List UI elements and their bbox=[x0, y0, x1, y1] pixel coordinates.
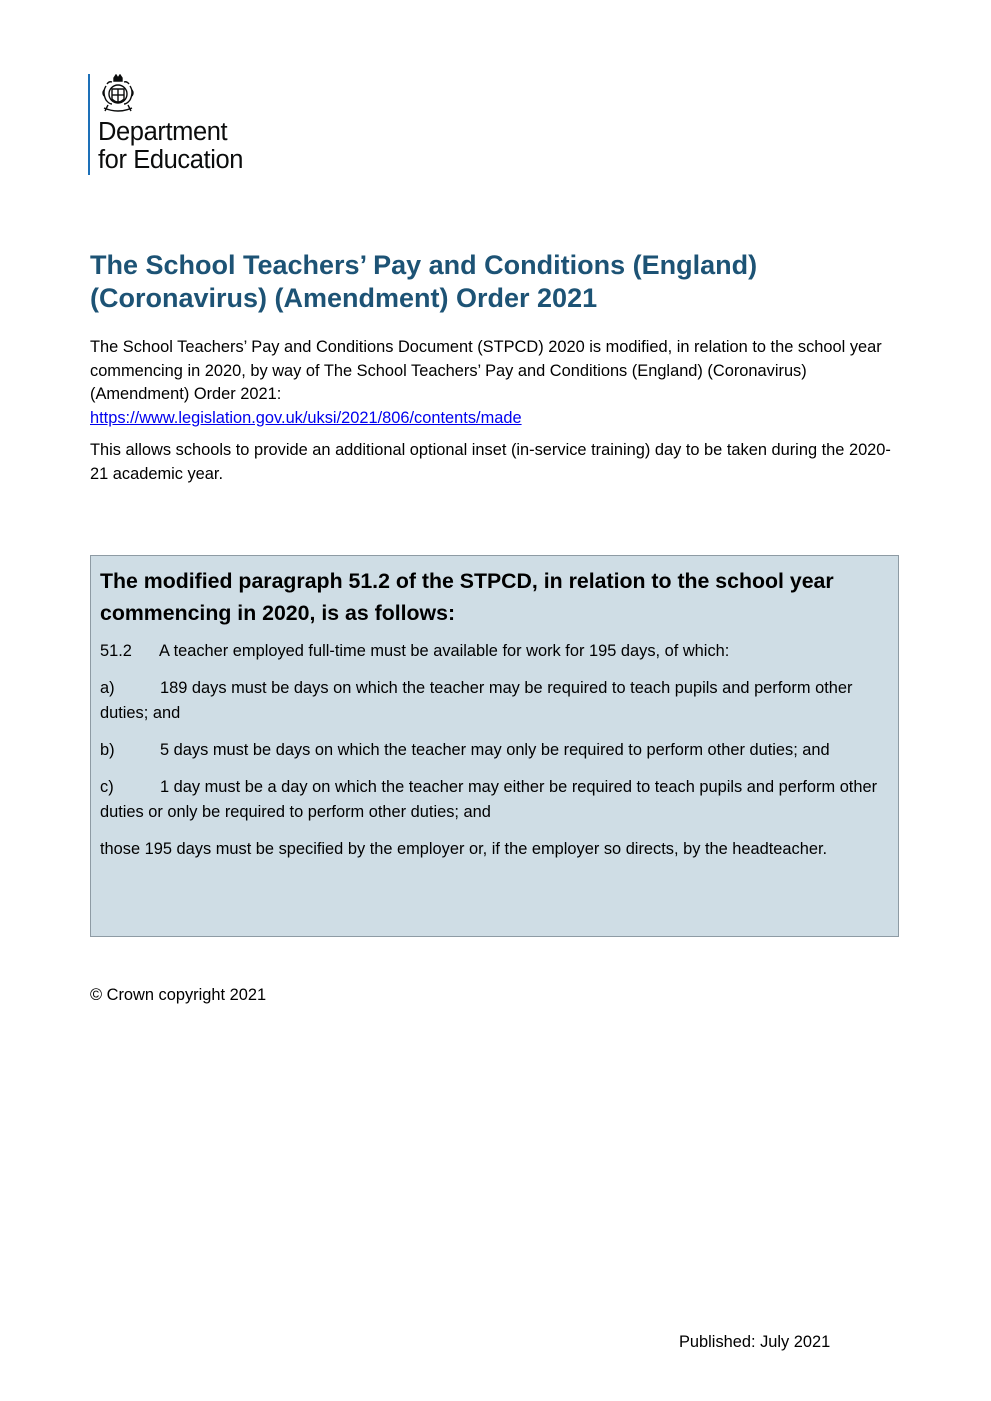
intro-paragraph-2: This allows schools to provide an additional optional inset (in-service training) day to be taken during the 2020-21 academic year. bbox=[90, 441, 891, 483]
list-item-a bbox=[100, 676, 889, 726]
published-date: Published: July 2021 bbox=[679, 1333, 831, 1351]
item-text: 189 days must be days on which the teacher may be required to teach pupils and perform other duties; and bbox=[100, 679, 853, 722]
logo-content bbox=[98, 74, 243, 175]
item-label: b) bbox=[100, 741, 115, 759]
intro-section bbox=[90, 336, 900, 487]
paragraph-text: A teacher employed full-time must be available for work for 195 days, of which: bbox=[159, 642, 730, 660]
paragraph-51-2 bbox=[100, 639, 889, 664]
dfe-logo bbox=[88, 74, 243, 175]
paragraph-number: 51.2 bbox=[100, 642, 132, 660]
item-text: 5 days must be days on which the teacher may only be required to perform other duties; and bbox=[160, 741, 830, 759]
logo-text bbox=[98, 118, 243, 174]
list-item-c bbox=[100, 775, 889, 825]
item-label: c) bbox=[100, 778, 114, 796]
intro-paragraph-1: The School Teachers’ Pay and Conditions Document (STPCD) 2020 is modified, in relation to the school year commencing in 2020, by way of The School Teachers’ Pay and Conditions (England) (Coronavirus) (Amendment) Order 2021: bbox=[90, 338, 882, 404]
closing-text: those 195 days must be specified by the employer or, if the employer so directs, by the headteacher. bbox=[100, 840, 828, 858]
document-title: The School Teachers’ Pay and Conditions (England) (Coronavirus) (Amendment) Order 2021 bbox=[90, 250, 758, 313]
royal-coat-of-arms-icon bbox=[98, 74, 138, 116]
copyright-notice: © Crown copyright 2021 bbox=[90, 986, 267, 1004]
box-heading: The modified paragraph 51.2 of the STPCD, in relation to the school year commencing in 2020, is as follows: bbox=[100, 569, 834, 625]
logo-line-1: Department bbox=[98, 118, 228, 146]
item-label: a) bbox=[100, 679, 115, 697]
item-text: 1 day must be a day on which the teacher may either be required to teach pupils and perform other duties or only be required to perform other duties; and bbox=[100, 778, 878, 821]
legislation-link[interactable]: https://www.legislation.gov.uk/uksi/2021/806/contents/made bbox=[90, 408, 522, 427]
modified-paragraph-box bbox=[90, 555, 899, 937]
logo-rule bbox=[88, 74, 90, 175]
list-item-b bbox=[100, 738, 889, 763]
logo-line-2: for Education bbox=[98, 146, 244, 174]
